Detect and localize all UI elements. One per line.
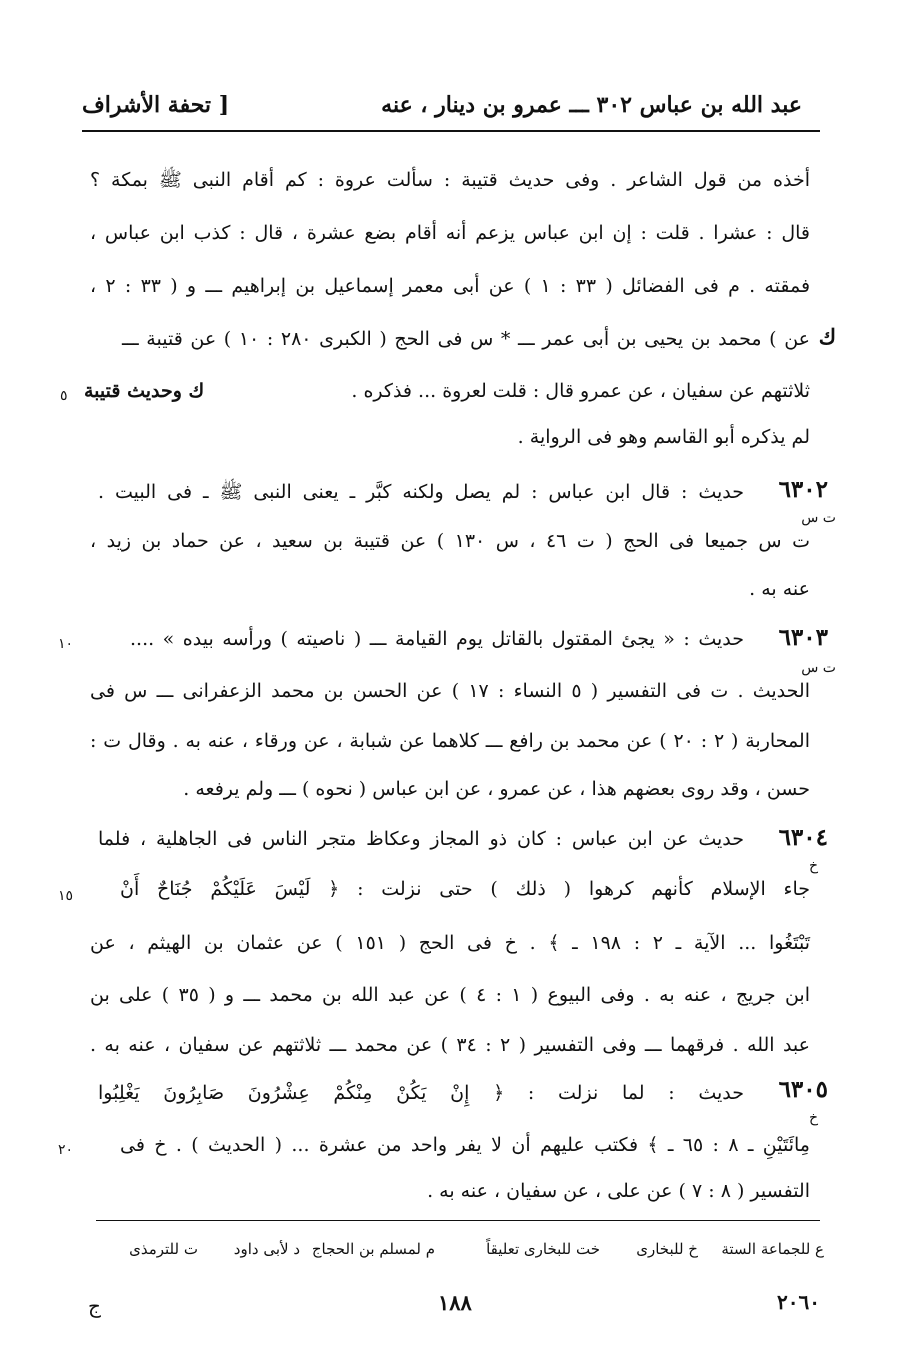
text-line: لم يذكره أبو القاسم وهو فى الرواية .: [517, 426, 810, 448]
margin-siglum: ت س: [801, 510, 836, 526]
line-counter: ١٠: [58, 636, 74, 652]
text-line: التفسير ( ٨ : ٧ ) عن على ، عن سفيان ، عنه به .: [427, 1180, 810, 1202]
running-header-left: [ تحفة الأشراف: [82, 92, 230, 118]
legend-item: ع للجماعة الستة: [721, 1240, 824, 1258]
entry-heading-line: حديث عن ابن عباس : كان ذو المجاز وعكاظ متجر الناس فى الجاهلية ، فلما: [98, 828, 744, 850]
legend-item: م لمسلم بن الحجاج: [311, 1240, 435, 1258]
legend-item: د لأبى داود: [233, 1240, 300, 1258]
page-code: ٢٠٦٠: [777, 1290, 820, 1314]
margin-siglum: ك: [818, 324, 836, 349]
text-line: ابن جريج ، عنه به . وفى البيوع ( ١ : ٤ ) عن عبد الله بن محمد ـــ و ( ٣٥ ) على بن: [90, 984, 810, 1006]
text-line: الحديث . ت فى التفسير ( ٥ النساء : ١٧ ) عن الحسن بن محمد الزعفرانى ـــ س فى: [90, 680, 810, 702]
text-line: ثلاثتهم عن سفيان ، عن عمرو قال : قلت لعروة ... فذكره .: [351, 380, 810, 402]
text-line: حسن ، وقد روى بعضهم هذا ، عن عمرو ، عن ابن عباس ( نحوه ) ـــ ولم يرفعه .: [183, 778, 810, 800]
signature-mark: ج: [88, 1294, 101, 1318]
text-line: جاء الإسلام كأنهم كرهوا ( ذلك ) حتى نزلت : ﴿ لَيْسَ عَلَيْكُمْ جُنَاحٌ أَنْ: [120, 878, 810, 900]
text-line: ت س جميعا فى الحج ( ت ٤٦ ، س ١٣٠ ) عن قتيبة بن سعيد ، عن حماد بن زيد ،: [90, 530, 810, 552]
margin-siglum: ت س: [801, 660, 836, 676]
text-line: عنه به .: [749, 578, 810, 600]
entry-heading-line: حديث : لما نزلت : ﴿ إِنْ يَكُنْ مِنْكُمْ عِشْرُونَ صَابِرُونَ يَغْلِبُوا: [98, 1082, 744, 1104]
running-header-right: عبد الله بن عباس ٣٠٢ ـــ عمرو بن دينار ، عنه: [381, 92, 802, 118]
legend-item: خت للبخارى تعليقاً: [486, 1240, 600, 1258]
header-rule: [82, 130, 820, 132]
page-number: ١٨٨: [438, 1290, 472, 1315]
entry-heading-line: حديث : « يجئ المقتول بالقاتل يوم القيامة ـــ ( ناصيته ) ورأسه بيده » ....: [130, 628, 744, 650]
line-counter: ٢٠: [58, 1142, 74, 1158]
legend-item: ت للترمذى: [129, 1240, 198, 1258]
text-line: المحاربة ( ٢ : ٢٠ ) عن محمد بن رافع ـــ كلاهما عن شبابة ، عن ورقاء ، عنه به . وقال ت :: [90, 730, 810, 752]
legend-item: خ للبخارى: [636, 1240, 698, 1258]
line-counter: ٥: [60, 388, 68, 404]
text-line: عبد الله . فرقهما ـــ وفى التفسير ( ٢ : ٣٤ ) عن محمد ـــ ثلاثتهم عن سفيان ، عنه به .: [90, 1034, 810, 1056]
margin-siglum: خ: [808, 1110, 818, 1126]
margin-siglum: خ: [808, 858, 818, 874]
entry-number: ٦٣٠٤: [778, 824, 828, 851]
text-line: عن ) محمد بن يحيى بن أبى عمر ـــ * س فى الحج ( الكبرى ٢٨٠ : ١٠ ) عن قتيبة ـــ: [122, 328, 810, 350]
entry-number: ٦٣٠٣: [778, 624, 828, 651]
text-line: تَبْتَغُوا ... الآية ـ ٢ : ١٩٨ ـ ﴾ . خ فى الحج ( ١٥١ ) عن عثمان بن الهيثم ، عن: [90, 932, 811, 954]
line-counter: ١٥: [58, 888, 74, 904]
entry-heading-line: حديث : قال ابن عباس : لم يصل ولكنه كبَّر ـ يعنى النبى ﷺ ـ فى البيت .: [98, 481, 744, 503]
entry-number: ٦٣٠٥: [778, 1076, 828, 1103]
text-line: قال : عشرا . قلت : إن ابن عباس يزعم أنه أقام بضع عشرة ، قال : كذب ابن عباس ،: [90, 222, 810, 244]
entry-number: ٦٣٠٢: [778, 476, 828, 503]
footer-rule: [96, 1220, 820, 1221]
text-line: مِائَتَيْنِ ـ ٨ : ٦٥ ـ ﴾ فكتب عليهم أن لا يفر واحد من عشرة ... ( الحديث ) . خ فى: [120, 1134, 810, 1156]
text-line: فمقته . م فى الفضائل ( ٣٣ : ١ ) عن أبى معمر إسماعيل بن إبراهيم ـــ و ( ٣٣ : ٢ ،: [90, 275, 811, 297]
text-line: أخذه من قول الشاعر . وفى حديث قتيبة : سألت عروة : كم أقام النبى ﷺ بمكة ؟: [90, 169, 810, 191]
margin-siglum: ك وحديث قتيبة: [84, 380, 205, 402]
